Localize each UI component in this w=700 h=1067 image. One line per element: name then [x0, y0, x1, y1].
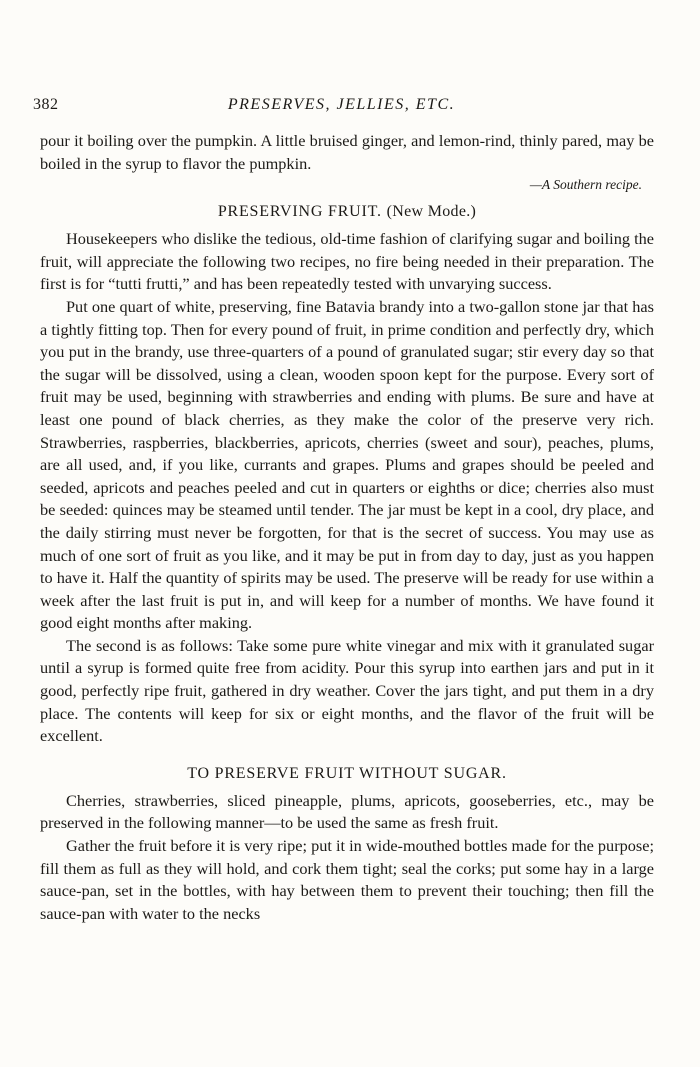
paragraph: Put one quart of white, preserving, fine Batavia brandy into a two-gallon stone jar that has a tightly fitting top. Then for every pound of fruit, in prime condition and perfectly dry, which you put in the brandy, use three-quarters of a pound of granulated sugar; stir every day so that the sugar will be dissolved, using a clean, wooden spoon kept for the purpose. Every sort of fruit may be used, beginning with strawberries and ending with plums. Be sure and have at least one pound of black cherries, as they make the color of the preserve very rich. Strawberries, raspberries, blackberries, apricots, cherries (sweet and sour), peaches, plums, are all used, and, if you like, currants and grapes. Plums and grapes should be peeled and seeded, apricots and peaches peeled and cut in quarters or eighths or dice; cherries also must be seeded: quinces may be steamed until tender. The jar must be kept in a cool, dry place, and the daily stirring must never be forgotten, for that is the secret of success. You may use as much of one sort of fruit as you like, and it may be put in from day to day, just as you happen to have it. Half the quantity of spirits may be used. The preserve will be ready for use within a week after the last fruit is put in, and will keep for a number of months. We have found it good eight months after making. — [40, 296, 654, 633]
section-heading-preserve-without-sugar: TO PRESERVE FRUIT WITHOUT SUGAR. — [187, 764, 507, 782]
paragraph: Gather the fruit before it is very ripe; put it in wide-mouthed bottles made for the purpose; fill them as full as they will hold, and cork them tight; seal the corks; put some hay in a large sauce-pan, set in the bottles, with hay between them to prevent their touching; then fill the sauce-pan with water to the necks — [40, 836, 654, 923]
paragraph-continuation: pour it boiling over the pumpkin. A little bruised ginger, and lemon-rind, thinly pared, may be boiled in the syrup to flavor the pumpkin. — [40, 131, 654, 173]
recipe-attribution: —A Southern recipe. — [529, 177, 642, 193]
section-heading-preserving-fruit — [40, 200, 654, 224]
heading-subtitle: (New Mode.) — [386, 203, 477, 221]
running-head — [33, 96, 650, 120]
page-number: 382 — [33, 96, 59, 113]
paragraph: The second is as follows: Take some pure white vinegar and mix with it granulated sugar until a syrup is formed quite free from acidity. Pour this syrup into earthen jars and put in it good, perfectly ripe fruit, gathered in dry weather. Cover the jars tight, and put them in a dry place. The contents will keep for six or eight months, and the flavor of the fruit will be excellent. — [40, 635, 654, 746]
page-body — [40, 130, 654, 925]
running-title: PRESERVES, JELLIES, ETC. — [227, 96, 456, 113]
paragraph: Cherries, strawberries, sliced pineapple, plums, apricots, gooseberries, etc., may be preserved in the following manner—to be used the same as fresh fruit. — [40, 790, 654, 833]
paragraph: Housekeepers who dislike the tedious, old-time fashion of clarifying sugar and boiling the fruit, will appreciate the following two recipes, no fire being needed in their preparation. The first is for “tutti frutti,” and has been repeatedly tested with unvarying success. — [40, 229, 654, 294]
heading-title: PRESERVING FRUIT. — [217, 203, 382, 221]
